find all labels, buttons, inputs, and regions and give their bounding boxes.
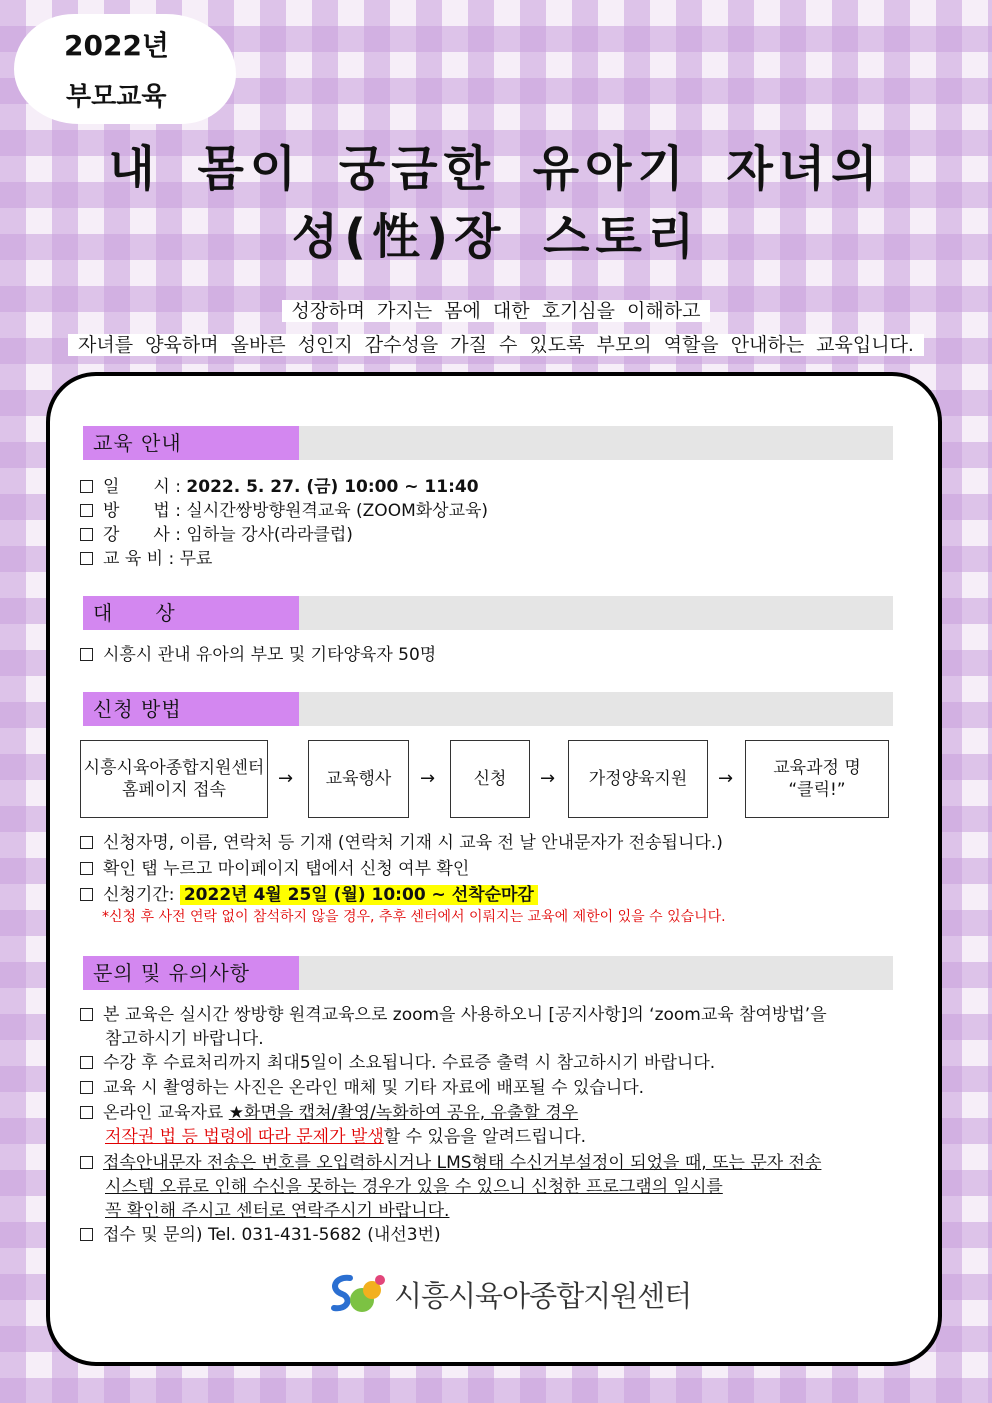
checkbox-icon (80, 888, 93, 901)
apply-period-highlight: 2022년 4월 25일 (월) 10:00 ~ 선착순마감 (180, 885, 538, 905)
arrow-icon: → (718, 768, 734, 789)
info-fee-row: 교 육 비 : 무료 (80, 544, 212, 569)
arrow-icon: → (420, 768, 436, 789)
checkbox-icon (80, 1156, 93, 1169)
arrow-icon: → (278, 768, 294, 789)
org-name: 시흥시육아종합지원센터 (394, 1278, 692, 1313)
page-title-line2: 성(性)장 스토리 (291, 209, 701, 265)
apply-step-row-2: 확인 탭 누르고 마이페이지 탭에서 신청 여부 확인 (80, 854, 469, 879)
badge-label: 부모교육 (66, 82, 167, 112)
info-date-row: 일 시 : 2022. 5. 27. (금) 10:00 ~ 11:40 (80, 472, 479, 497)
section-label-info: 교육 안내 (83, 426, 299, 460)
flow-step-event: 교육행사 (308, 740, 409, 818)
org-logo (328, 1272, 691, 1316)
notice-row-5-cont-b: 꼭 확인해 주시고 센터로 연락주시기 바랍니다. (105, 1201, 450, 1221)
notice-row-2: 수강 후 수료처리까지 최대5일이 소요됩니다. 수료증 출력 시 참고하시기 바랍니다. (80, 1048, 715, 1073)
arrow-icon: → (540, 768, 556, 789)
flow-step-home-support: 가정양육지원 (568, 740, 708, 818)
section-header-target (83, 596, 893, 630)
checkbox-icon (80, 1081, 93, 1094)
checkbox-icon (80, 1008, 93, 1021)
checkbox-icon (80, 504, 93, 517)
section-header-apply (83, 692, 893, 726)
apply-period-row: 신청기간: 2022년 4월 25일 (월) 10:00 ~ 선착순마감 (80, 880, 538, 905)
notice-row-4: 온라인 교육자료 ★화면을 캡쳐/촬영/녹화하여 공유, 유출할 경우 (80, 1098, 578, 1123)
page-title-line1: 내 몸이 궁금한 유아기 자녀의 (108, 141, 884, 197)
checkbox-icon (80, 1228, 93, 1241)
badge-cloud (14, 14, 236, 124)
subtitle-line2: 자녀를 양육하며 올바른 성인지 감수성을 가질 수 있도록 부모의 역할을 안내하는 교육입니다. (0, 330, 992, 357)
checkbox-icon (80, 862, 93, 875)
checkbox-icon (80, 836, 93, 849)
notice-row-1: 본 교육은 실시간 쌍방향 원격교육으로 zoom을 사용하오니 [공지사항]의 ‘zoom교육 참여방법’을 (80, 1000, 827, 1025)
section-label-apply: 신청 방법 (83, 692, 299, 726)
checkbox-icon (80, 1106, 93, 1119)
flow-step-apply: 신청 (450, 740, 530, 818)
checkbox-icon (80, 1056, 93, 1069)
info-method-row: 방 법 : 실시간쌍방향원격교육 (ZOOM화상교육) (80, 496, 488, 521)
checkbox-icon (80, 480, 93, 493)
badge-year: 2022년 (64, 29, 169, 62)
org-logo-icon (328, 1272, 386, 1316)
section-header-notice (83, 956, 893, 990)
target-row: 시흥시 관내 유아의 부모 및 기타양육자 50명 (80, 640, 436, 665)
subtitle-line1: 성장하며 가지는 몸에 대한 호기심을 이해하고 (0, 296, 992, 323)
notice-row-5-cont-a: 시스템 오류로 인해 수신을 못하는 경우가 있을 수 있으니 신청한 프로그램의 일시를 (105, 1177, 723, 1197)
apply-step-row-1: 신청자명, 이름, 연락처 등 기재 (연락처 기재 시 교육 전 날 안내문자가 전송됩니다.) (80, 828, 723, 853)
notice-row-5: 접속안내문자 전송은 번호를 오입력하시거나 LMS형태 수신거부설정이 되었을 때, 또는 문자 전송 (80, 1148, 821, 1173)
section-label-notice: 문의 및 유의사항 (83, 956, 299, 990)
flow-step-homepage: 시흥시육아종합지원센터 홈페이지 접속 (80, 740, 268, 818)
apply-warning-note: *신청 후 사전 연락 없이 참석하지 않을 경우, 추후 센터에서 이뤄지는 교육에 제한이 있을 수 있습니다. (102, 909, 726, 925)
checkbox-icon (80, 528, 93, 541)
notice-row-4-cont: 저작권 법 등 법령에 따라 문제가 발생할 수 있음을 알려드립니다. (105, 1127, 587, 1147)
flow-step-course-click: 교육과정 명 “클릭!” (745, 740, 889, 818)
notice-row-1-cont: 참고하시기 바랍니다. (105, 1029, 264, 1049)
section-header-info (83, 426, 893, 460)
section-label-target: 대 상 (83, 596, 299, 630)
content-panel (46, 372, 942, 1366)
checkbox-icon (80, 552, 93, 565)
info-instructor-row: 강 사 : 임하늘 강사(라라클럽) (80, 520, 353, 545)
notice-row-3: 교육 시 촬영하는 사진은 온라인 매체 및 기타 자료에 배포될 수 있습니다. (80, 1073, 644, 1098)
notice-row-6: 접수 및 문의) Tel. 031-431-5682 (내선3번) (80, 1220, 441, 1245)
checkbox-icon (80, 648, 93, 661)
